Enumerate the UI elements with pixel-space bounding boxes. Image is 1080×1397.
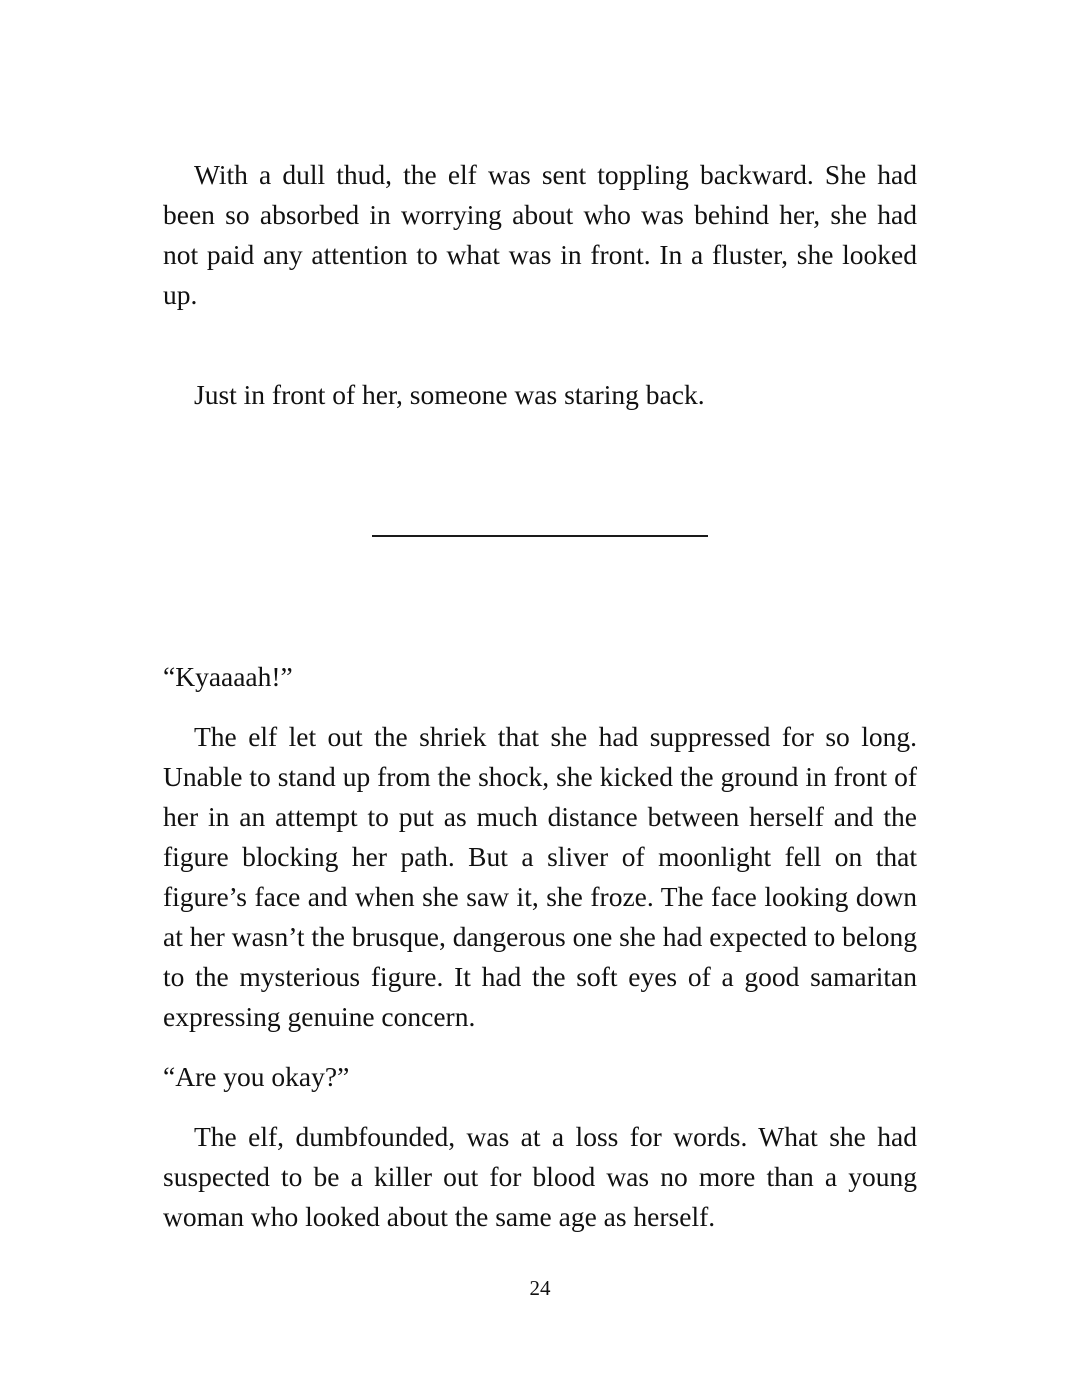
page-number: 24 xyxy=(529,1276,551,1300)
dialogue-scream: “Kyaaaah!” xyxy=(163,661,293,692)
dialogue-spacer-2 xyxy=(163,1037,917,1057)
paragraph-spacer xyxy=(163,315,917,375)
paragraph-shriek: The elf let out the shriek that she had suppressed for so long. Unable to stand up from the shock, she kicked the ground in front of her in an attempt to put as much distance between herself and the figure blocking her path. But a sliver of moonlight fell on that figure’s face and when she saw it, she froze. The face looking down at her wasn’t the brusque, dangerous one she had expected to belong to the mysterious figure. It had the soft eyes of a good samaritan expressing genuine concern. xyxy=(163,721,917,1032)
post-divider-spacer xyxy=(163,537,917,597)
pre-divider-spacer-2 xyxy=(163,475,917,535)
paragraph-opening: With a dull thud, the elf was sent toppling backward. She had been so absorbed in worrying about who was behind her, she had not paid any attention to what was in front. In a fluster, she looked up. xyxy=(163,159,917,310)
pre-divider-spacer xyxy=(163,415,917,475)
dialogue-spacer-1 xyxy=(163,697,917,717)
paragraph-staring-back: Just in front of her, someone was staring back. xyxy=(194,379,705,410)
paragraph-dumbfounded: The elf, dumbfounded, was at a loss for words. What she had suspected to be a killer out for blood was no more than a young woman who looked about the same age as herself. xyxy=(163,1121,917,1232)
scene-divider-rule xyxy=(372,535,708,537)
text-column xyxy=(163,155,917,1237)
dialogue-spacer-3 xyxy=(163,1097,917,1117)
post-divider-spacer-2 xyxy=(163,597,917,657)
dialogue-are-you-okay: “Are you okay?” xyxy=(163,1061,350,1092)
